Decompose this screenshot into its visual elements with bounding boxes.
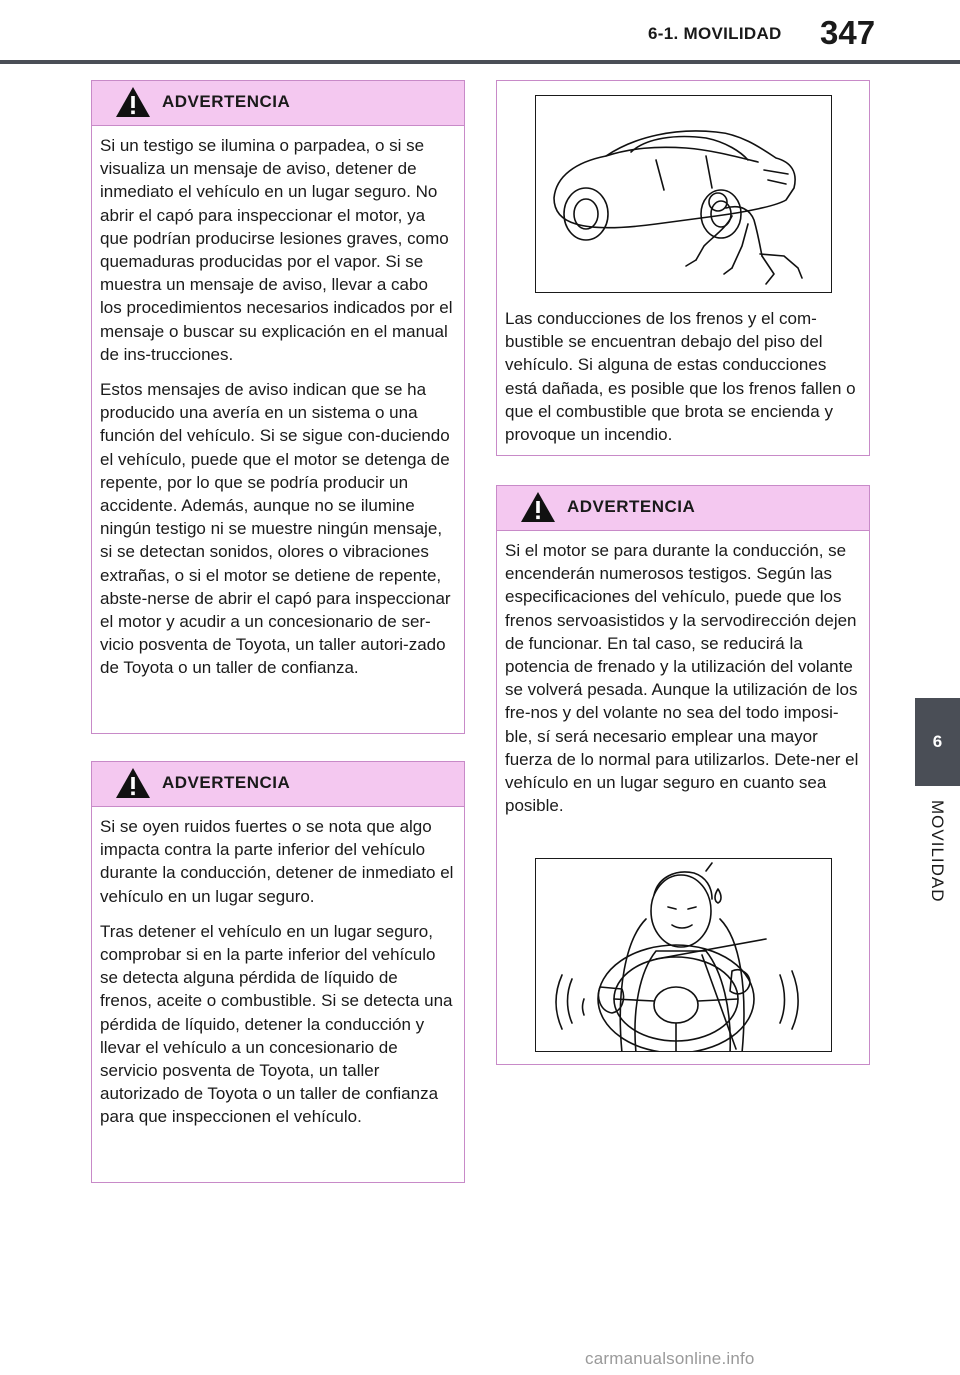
continued-text: Las conducciones de los frenos y el com-bustible se encuentran debajo del piso del vehículo. Si alguna de estas conducciones está dañada, es posible que los frenos fallen o que el combustible que brota se encienda y provoque un incendio. (505, 309, 856, 445)
driver-steering-illustration (535, 858, 832, 1052)
warning-box-2 (91, 761, 465, 1183)
header-rule (0, 60, 960, 64)
warning-body (497, 531, 869, 817)
warning-paragraph: Tras detener el vehículo en un lugar seguro, comprobar si en la parte inferior del vehículo se detecta alguna pérdida de líquido de frenos, aceite o combustible. Si se detecta una pérdida de líquido, detener la conducción y llevar el vehículo a un concesionario de servicio posventa de Toyota, un taller autorizado de Toyota o un taller de confianza para que inspeccionen el vehículo. (100, 921, 453, 1127)
car-inspection-illustration (535, 95, 832, 293)
warning-body (92, 807, 464, 1129)
warning-label: ADVERTENCIA (162, 92, 291, 111)
warning-triangle-icon (114, 766, 152, 800)
warning-paragraph: Si el motor se para durante la conducción, se encenderán numerosos testigos. Según las especificaciones del vehículo, puede que los frenos servoasistidos y la servodirección dejen de funcionar. En tal caso, se reducirá la potencia de frenado y la utilización del volante se volverá pesada. Aunque la utilización de los fre-nos y del volante no sea del todo imposi-ble, sí será necesario emplear una mayor fuerza de lo normal para utilizarlos. Dete-ner el vehículo en un lugar seguro en cuanto sea posible. (505, 541, 859, 816)
warning-label: ADVERTENCIA (162, 773, 291, 792)
chapter-number: 6 (932, 732, 943, 751)
warning-header (497, 486, 869, 531)
chapter-tab[interactable] (915, 698, 960, 786)
section-title: 6-1. MOVILIDAD (648, 24, 782, 43)
warning-header (92, 81, 464, 126)
driver-figure (536, 859, 832, 1052)
warning-triangle-icon (519, 490, 557, 524)
warning-body (92, 126, 464, 680)
warning-label: ADVERTENCIA (567, 497, 696, 516)
page-number: 347 (820, 14, 876, 51)
chapter-label: MOVILIDAD (928, 800, 947, 903)
warning-box-3 (496, 485, 870, 1065)
warning-paragraph: Estos mensajes de aviso indican que se ha producido una avería en un sistema o una función del vehículo. Si se sigue con-duciendo el vehículo, puede que el motor se detenga de repente, por lo que se podría producir un accidente. Además, aunque no se ilumine ningún testigo ni se muestre ningún mensaje, si se detectan sonidos, olores o vibraciones extrañas, o si el motor se detiene de repente, abste-nerse de abrir el capó para inspeccionar el motor y acudir a un concesionario de ser-vicio posventa de Toyota, un taller autori-zado de Toyota o un taller de confianza. (100, 380, 451, 678)
warning-paragraph: Si un testigo se ilumina o parpadea, o si se visualiza un mensaje de aviso, detener de inmediato el vehículo en un lugar seguro. No abrir el capó para inspeccionar el motor, ya que podrían producirse lesiones graves, como quemaduras producidas por el vapor. Si se muestra un mensaje de aviso, llevar a cabo los procedimientos necesarios indicados por el mensaje o buscar su explicación en el manual de ins-trucciones. (100, 136, 453, 364)
warning-box-1 (91, 80, 465, 734)
warning-header (92, 762, 464, 807)
car-underbody-figure (536, 96, 832, 293)
watermark: carmanualsonline.info (585, 1349, 755, 1368)
warning-continued-box (496, 80, 870, 456)
warning-paragraph: Si se oyen ruidos fuertes o se nota que algo impacta contra la parte inferior del vehículo durante la conducción, detener de inmediato el vehículo en un lugar seguro. (100, 817, 454, 906)
warning-triangle-icon (114, 85, 152, 119)
